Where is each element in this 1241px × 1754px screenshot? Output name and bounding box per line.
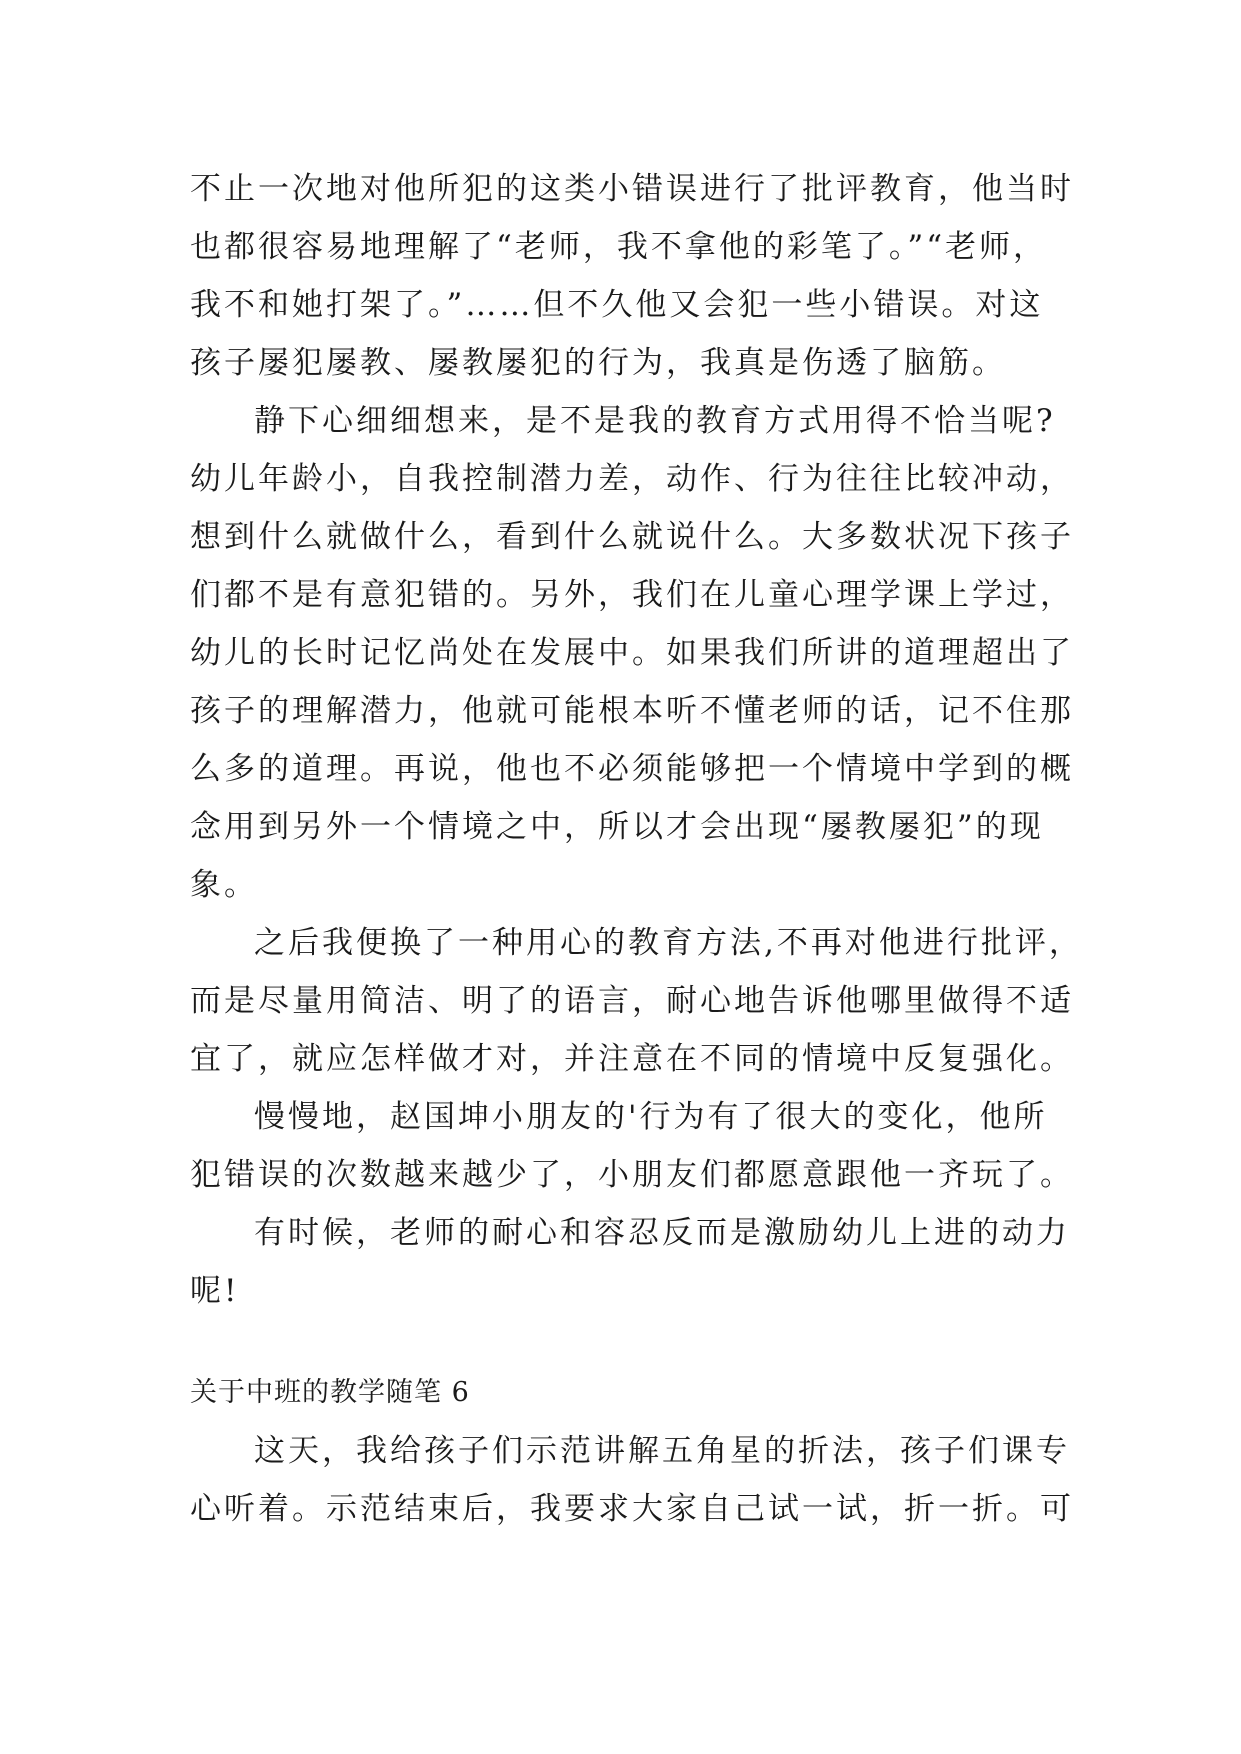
paragraph-change xyxy=(190,1088,1074,1204)
text-line: 之后我便换了一种用心的教育方法,不再对他进行批评， xyxy=(254,925,1083,961)
text-line: 么多的道理。再说，他也不必须能够把一个情境中学到的概 xyxy=(190,751,1074,787)
text-line: 不止一次地对他所犯的这类小错误进行了批评教育，他当时 xyxy=(190,171,1074,207)
text-line: 慢慢地，赵国坤小朋友的'行为有了很大的变化，他所 xyxy=(254,1099,1048,1135)
text-line: 而是尽量用简洁、明了的语言，耐心地告诉他哪里做得不适 xyxy=(190,983,1074,1019)
text-line: 幼儿年龄小，自我控制潜力差，动作、行为往往比较冲动， xyxy=(190,461,1074,497)
text-line: 念用到另外一个情境之中，所以才会出现“屡教屡犯”的现 xyxy=(190,809,1044,845)
text-line: 静下心细细想来，是不是我的教育方式用得不恰当呢? xyxy=(254,403,1056,439)
text-line: 象。 xyxy=(190,867,258,903)
text-line: 们都不是有意犯错的。另外，我们在儿童心理学课上学过， xyxy=(190,577,1074,613)
text-line: 我不和她打架了。”……但不久他又会犯一些小错误。对这 xyxy=(190,287,1044,323)
text-line: 幼儿的长时记忆尚处在发展中。如果我们所讲的道理超出了 xyxy=(190,635,1074,671)
paragraph-conclusion xyxy=(190,1204,1070,1320)
paragraph-section-intro xyxy=(190,1422,1074,1538)
text-line: 犯错误的次数越来越少了，小朋友们都愿意跟他一齐玩了。 xyxy=(190,1157,1074,1193)
section-title: 关于中班的教学随笔 6 xyxy=(190,1377,470,1408)
text-line: 这天，我给孩子们示范讲解五角星的折法，孩子们课专 xyxy=(254,1433,1070,1469)
text-line: 呢! xyxy=(190,1273,240,1309)
text-line: 也都很容易地理解了“老师，我不拿他的彩笔了。”“老师， xyxy=(190,229,1048,265)
text-line: 心听着。示范结束后，我要求大家自己试一试，折一折。可 xyxy=(190,1491,1074,1527)
text-line: 孩子屡犯屡教、屡教屡犯的行为，我真是伤透了脑筋。 xyxy=(190,345,1006,381)
text-line: 宜了，就应怎样做才对，并注意在不同的情境中反复强化。 xyxy=(190,1041,1074,1077)
paragraph-reflection xyxy=(190,392,1074,914)
document-page xyxy=(190,160,1083,1538)
text-line: 想到什么就做什么，看到什么就说什么。大多数状况下孩子 xyxy=(190,519,1074,555)
text-line: 有时候，老师的耐心和容忍反而是激励幼儿上进的动力 xyxy=(254,1215,1070,1251)
section-spacer xyxy=(190,1320,1065,1364)
paragraph-continued xyxy=(190,160,1074,392)
text-line: 孩子的理解潜力，他就可能根本听不懂老师的话，记不住那 xyxy=(190,693,1074,729)
paragraph-method xyxy=(190,914,1083,1088)
